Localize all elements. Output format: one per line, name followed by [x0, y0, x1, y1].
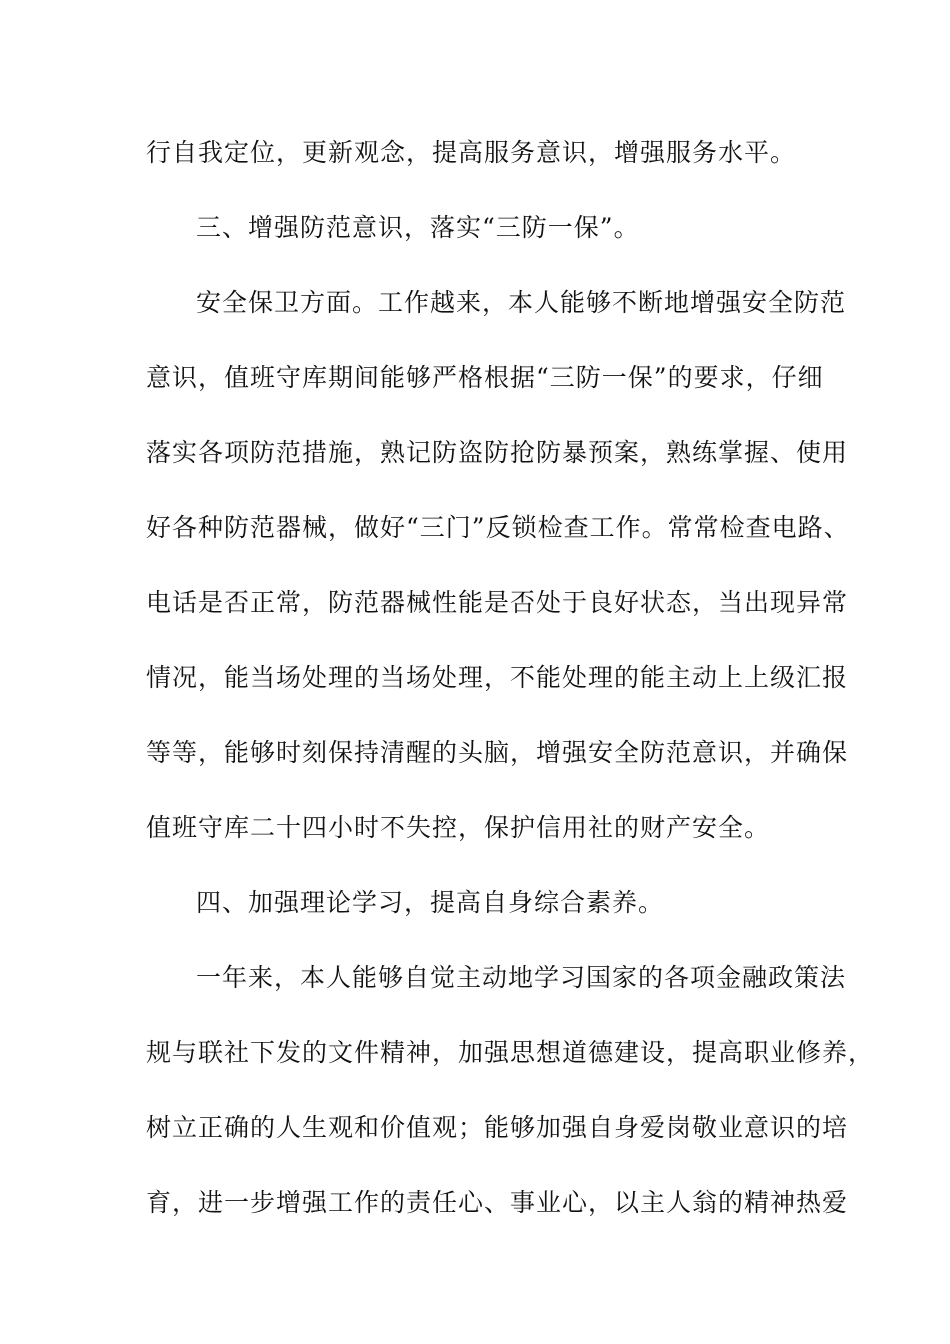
text-line: 行自我定位，更新观念，提高服务意识，增强服务水平。	[146, 138, 797, 167]
text-line: 树立正确的人生观和价值观；能够加强自身爱岗敬业意识的培	[146, 1113, 849, 1142]
text-line: 安全保卫方面。工作越来，本人能够不断地增强安全防范	[196, 288, 847, 317]
text-line: 情况，能当场处理的当场处理，不能处理的能主动上上级汇报	[146, 663, 849, 692]
text-line: 等等，能够时刻保持清醒的头脑，增强安全防范意识，并确保	[146, 738, 849, 767]
section-heading: 三、增强防范意识，落实“三防一保”。	[196, 213, 640, 242]
text-line: 育，进一步增强工作的责任心、事业心，以主人翁的精神热爱	[146, 1188, 849, 1217]
section-heading: 四、加强理论学习，提高自身综合素养。	[196, 888, 665, 917]
text-line: 落实各项防范措施，熟记防盗防抢防暴预案，熟练掌握、使用	[146, 438, 849, 467]
text-line: 一年来，本人能够自觉主动地学习国家的各项金融政策法	[196, 963, 847, 992]
body-text	[146, 126, 875, 1251]
text-line: 好各种防范器械，做好“三门”反锁检查工作。常常检查电路、	[146, 513, 850, 542]
text-line: 意识，值班守库期间能够严格根据“三防一保”的要求，仔细	[146, 363, 824, 392]
text-line: 电话是否正常，防范器械性能是否处于良好状态，当出现异常	[146, 588, 849, 617]
text-line: 值班守库二十四小时不失控，保护信用社的财产安全。	[146, 813, 771, 842]
text-line: 规与联社下发的文件精神，加强思想道德建设，提高职业修养，	[146, 1038, 875, 1067]
